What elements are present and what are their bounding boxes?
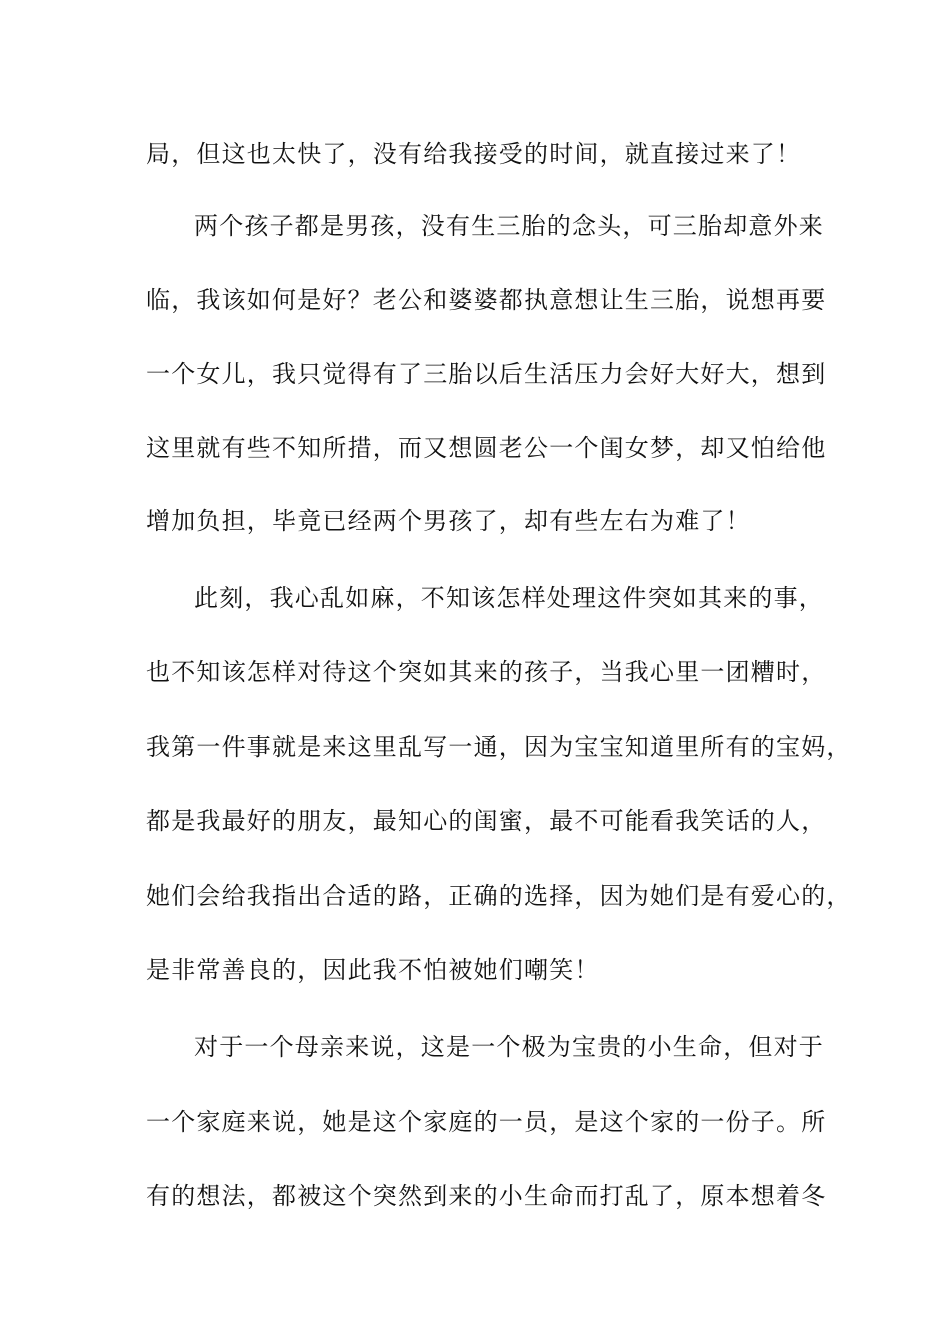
text-line: 我第一件事就是来这里乱写一通，因为宝宝知道里所有的宝妈， <box>146 733 852 761</box>
text-line: 临，我该如何是好？老公和婆婆都执意想让生三胎，说想再要 <box>146 286 827 314</box>
text-line: 也不知该怎样对待这个突如其来的孩子，当我心里一团糟时， <box>146 658 827 686</box>
text-line: 增加负担，毕竟已经两个男孩了，却有些左右为难了！ <box>146 507 751 535</box>
text-line: 是非常善良的，因此我不怕被她们嘲笑！ <box>146 956 600 984</box>
text-line: 局，但这也太快了，没有给我接受的时间，就直接过来了！ <box>146 140 802 168</box>
text-line: 这里就有些不知所措，而又想圆老公一个闺女梦，却又怕给他 <box>146 434 827 462</box>
text-line: 一个女儿，我只觉得有了三胎以后生活压力会好大好大，想到 <box>146 360 827 388</box>
text-line: 她们会给我指出合适的路，正确的选择，因为她们是有爱心的， <box>146 882 852 910</box>
text-line: 一个家庭来说，她是这个家庭的一员，是这个家的一份子。所 <box>146 1108 827 1136</box>
text-line: 此刻，我心乱如麻，不知该怎样处理这件突如其来的事， <box>194 584 824 612</box>
text-line: 都是我最好的朋友，最知心的闺蜜，最不可能看我笑话的人， <box>146 807 827 835</box>
text-line: 有的想法，都被这个突然到来的小生命而打乱了，原本想着冬 <box>146 1182 827 1210</box>
text-line: 两个孩子都是男孩，没有生三胎的念头，可三胎却意外来 <box>194 212 824 240</box>
text-line: 对于一个母亲来说，这是一个极为宝贵的小生命，但对于 <box>194 1033 824 1061</box>
